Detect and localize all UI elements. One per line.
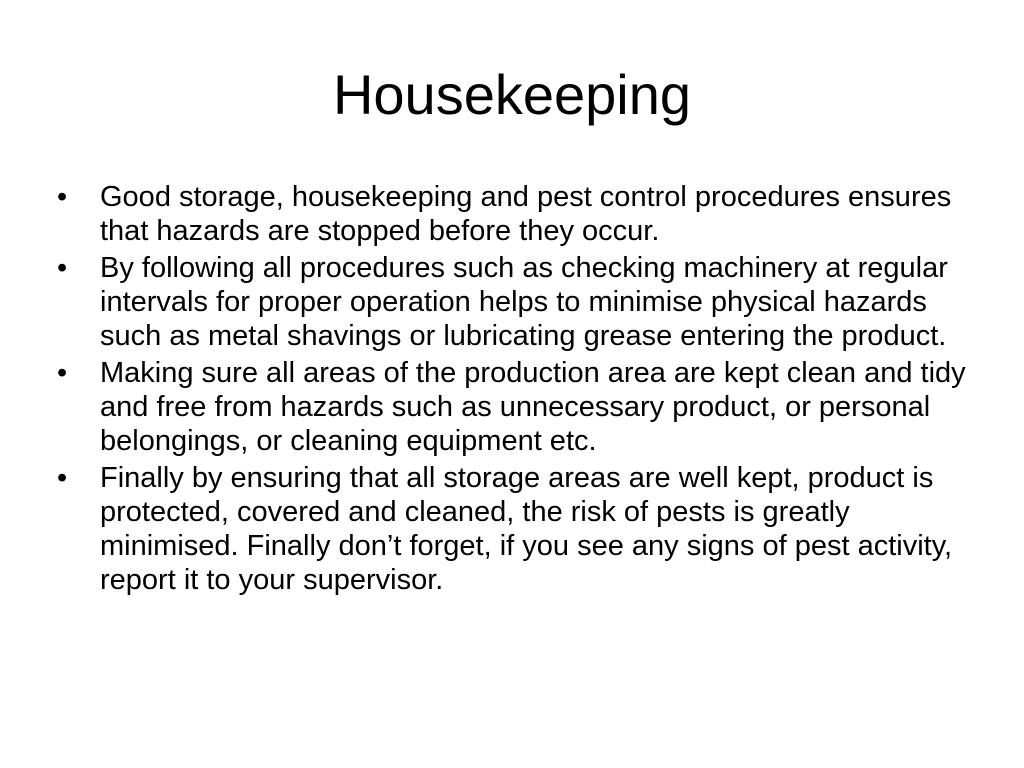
slide-title: Housekeeping — [332, 63, 692, 126]
bullet-marker: • — [57, 462, 68, 494]
bullet-list — [57, 180, 967, 600]
bullet-text: Good storage, housekeeping and pest control procedures ensures that hazards are stopped before they occur. — [100, 181, 952, 247]
bullet-marker: • — [57, 252, 68, 284]
bullet-text: By following all procedures such as checking machinery at regular intervals for proper operation helps to minimise physical hazards such as metal shavings or lubricating grease entering the product. — [100, 252, 948, 352]
bullet-marker: • — [57, 357, 68, 389]
bullet-item — [57, 461, 967, 597]
bullet-text: Finally by ensuring that all storage areas are well kept, product is protected, covered and cleaned, the risk of pests is greatly minimised. Finally don’t forget, if you see any signs of pest activity, report it to your supervisor. — [100, 462, 953, 596]
bullet-text: Making sure all areas of the production area are kept clean and tidy and free from hazards such as unnecessary product, or personal belongings, or cleaning equipment etc. — [100, 357, 966, 457]
bullet-marker: • — [57, 181, 68, 213]
bullet-item — [57, 180, 967, 248]
bullet-item — [57, 356, 967, 458]
bullet-item — [57, 251, 967, 353]
